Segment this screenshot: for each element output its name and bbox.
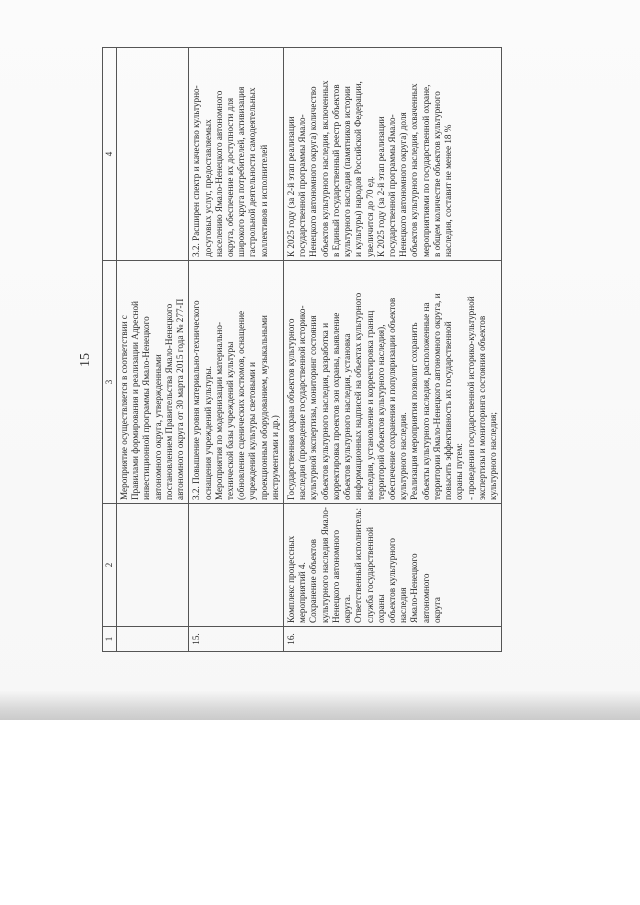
cell-text-line: повысить эффективность их государственной [443,321,454,500]
cell-text-line: гастрольной деятельности самодеятельных [247,87,258,257]
row-activity-cell [116,261,188,504]
cell-text-line: Правилами формирования и реализации Адресной [130,301,141,500]
cell-text-line: Государственная охрана объектов культурного [286,318,297,500]
row-activity-cell [189,261,284,504]
cell-text-line: округа [431,597,442,623]
cell-text-line: территории Ямало-Ненецкого автономного округа, и [431,293,442,500]
table-row [116,48,188,652]
cell-text-line: Реализация мероприятия позволит сохранить [409,322,420,500]
table-row [284,48,502,652]
header-col-1: 1 [103,627,117,652]
cell-text-line: территорий объектов культурного наследия), [375,324,386,500]
scan-shadow [0,690,640,720]
cell-text-line: служба государственной охраны [364,527,386,623]
table-header-row [103,48,117,652]
cell-text-line: увеличится до 70 ед. [364,176,375,257]
cell-text-line: культурного наследия; [487,412,498,500]
header-col-3: 3 [103,261,117,504]
row-activity-cell [284,261,502,504]
table-row [189,48,284,652]
cell-text-line: объектов культурного наследия, разработка и [319,322,330,500]
cell-text-line: инструментами и др.) [269,415,280,500]
cell-text-line: культурного наследия (памятников истории [342,86,353,257]
cell-text-line: корректировка проектов зон охраны, выявление [330,312,341,500]
cell-text-line: Ненецкого автономного округа. [330,529,353,623]
cell-text-line: автономного округа, утвержденными [152,354,163,500]
cell-text-line: постановлением Правительства Ямало-Ненецкого [163,303,174,500]
row-result-cell [284,48,502,261]
row-name-cell [284,504,502,627]
row-number [116,627,188,652]
cell-text-line: объектов культурного наследия, установка [342,333,353,500]
cell-text-line: наследия, составит не менее 18 % [443,124,454,257]
cell-text-line: наследия (проведение государственной историко- [297,305,308,500]
cell-text-line: К 2025 году (за 2-й этап реализации [286,116,297,257]
cell-text-line: коллективов и исполнителей [258,144,269,257]
cell-text-line: учреждений культуры световыми и [247,362,258,500]
cell-text-line: проекционным оборудованием, музыкальными [258,315,269,500]
cell-text-line: 3.2. Расширен спектр и качество культурно- [191,85,202,257]
cell-text-line: Ненецкого автономного округа) доля [398,112,409,257]
cell-text-line: Сохранение объектов [308,539,319,623]
cell-text-line: культурного наследия Ямало- [319,507,330,623]
cell-text-line: и культуры) народов Российской Федерации, [353,81,364,257]
page-number: 15 [78,353,93,367]
cell-text-line: округа, обеспечение их доступности для [224,97,235,257]
cell-text-line: досуговых услуг, предоставляемых [202,119,213,257]
cell-text-line: Ненецкого автономного округа) количество [308,86,319,257]
cell-text-line: в Единый государственный реестр объектов [330,84,341,257]
cell-text-line: в общем количестве объектов культурного [431,91,442,257]
cell-text-line: обеспечение сохранения и популяризации объектов [387,297,397,500]
row-result-cell [116,48,188,261]
row-name-cell [116,504,188,627]
cell-text-line: объектов культурного наследия [387,537,409,623]
header-col-4: 4 [103,48,117,261]
cell-text-line: К 2025 году (за 2-й этап реализации [375,116,386,257]
program-table [102,47,502,652]
row-name-cell [189,504,284,627]
cell-text-line: широкого круга потребителей, активизация [236,86,247,257]
row-result-cell [189,48,284,261]
cell-text-line: мероприятий 4. [297,562,308,623]
cell-text-line: инвестиционной программы Ямало-Ненецкого [141,316,152,500]
cell-text-line: Комплекс процессных [286,535,297,623]
blank-margin [0,720,640,905]
cell-text-line: автономного округа от 30 марта 2015 года № 277-П [175,298,186,500]
cell-text-line: экспертизы и мониторинга состояния объектов [476,315,487,500]
cell-text-line: охраны путем: [454,443,465,500]
cell-text-line: государственной программы Ямало- [297,114,308,257]
cell-text-line: Ямало-Ненецкого автономного [409,553,431,623]
rotated-page-content [60,50,580,670]
cell-text-line: 3.2. Повышение уровня материально-технического [191,300,202,500]
row-number: 15. [189,627,284,652]
cell-text-line: Ответственный исполнитель: [353,507,364,623]
cell-text-line: объектов культурного наследия, охваченных [409,83,420,257]
cell-text-line: объекты культурного наследия, расположенные на [420,302,431,500]
cell-text-line: мероприятиями по государственной охране, [420,84,431,257]
cell-text-line: наследия, установление и корректировка границ [364,310,375,500]
cell-text-line: Мероприятия по модернизации материально- [213,321,224,500]
cell-text-line: - проведения государственной историко-культурной [465,296,476,500]
cell-text-line: государственной программы Ямало- [387,114,397,257]
cell-text-line: культурного наследия. [398,412,409,500]
header-col-2: 2 [103,504,117,627]
row-number: 16. [284,627,502,652]
cell-text-line: (обновление сценических костюмов, оснащение [236,310,247,500]
cell-text-line: населению Ямало-Ненецкого автономного [213,90,224,257]
cell-text-line: Мероприятие осуществляется в соответствии с [118,315,129,500]
cell-text-line: информационных надписей на объектах культурного [353,292,364,500]
cell-text-line: технической базы учреждений культуры [224,341,235,500]
cell-text-line: оснащения учреждений культуры. [202,366,213,500]
cell-text-line: культурной экспертизы, мониторинг состояния [308,315,319,500]
cell-text-line: объектов культурного наследия, включенных [319,80,330,257]
